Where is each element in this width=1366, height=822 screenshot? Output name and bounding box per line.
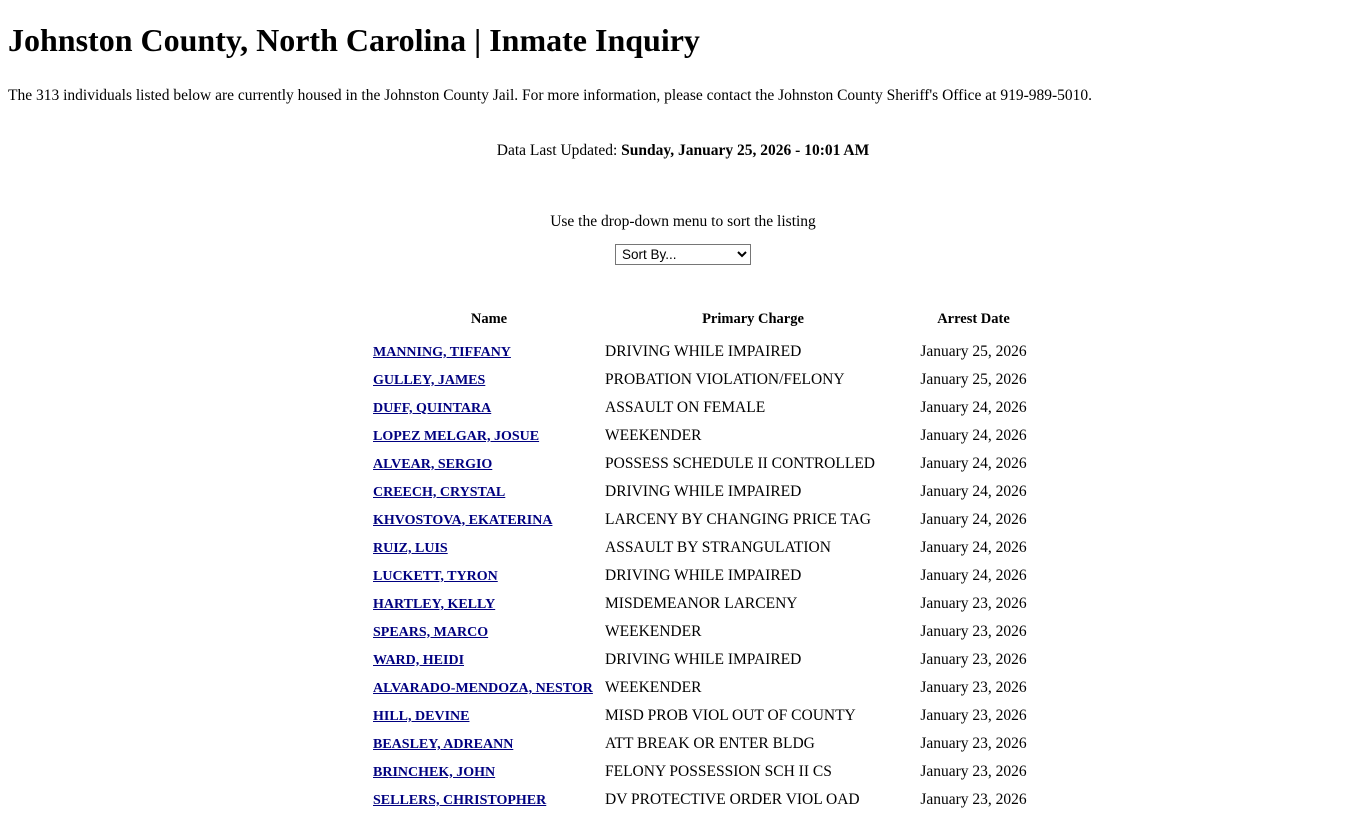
spacer-cell-tail (1046, 646, 1358, 674)
cell-inmate-name (373, 702, 605, 730)
spacer-cell-tail (1046, 422, 1358, 450)
cell-arrest-date: January 24, 2026 (920, 483, 1027, 501)
cell-inmate-name (373, 590, 605, 618)
sort-hint-text: Use the drop-down menu to sort the listing (550, 212, 816, 230)
cell-primary-charge: POSSESS SCHEDULE II CONTROLLED (605, 455, 875, 473)
table-row (8, 618, 1358, 646)
spacer-cell (8, 702, 373, 730)
inmate-name-link[interactable]: LUCKETT, TYRON (373, 568, 498, 584)
spacer-cell (8, 394, 373, 422)
cell-primary-charge: DRIVING WHILE IMPAIRED (605, 483, 802, 501)
spacer-cell (8, 674, 373, 702)
cell-primary-charge: WEEKENDER (605, 427, 702, 445)
inmate-name-link[interactable]: SELLERS, CHRISTOPHER (373, 792, 547, 808)
spacer-cell (8, 306, 373, 338)
cell-arrest-date: January 23, 2026 (920, 791, 1027, 809)
cell-arrest-date: January 24, 2026 (920, 511, 1027, 529)
inmate-name-link[interactable]: HILL, DEVINE (373, 708, 470, 724)
cell-arrest-date: January 24, 2026 (920, 399, 1027, 417)
spacer-cell-tail (1046, 366, 1358, 394)
spacer-cell (8, 338, 373, 366)
inmate-name-link[interactable]: WARD, HEIDI (373, 652, 465, 668)
column-header-date: Arrest Date (937, 310, 1010, 327)
spacer-cell (8, 422, 373, 450)
inmate-name-link[interactable]: ALVARADO-MENDOZA, NESTOR (373, 680, 593, 696)
cell-arrest-date: January 24, 2026 (920, 567, 1027, 585)
spacer-cell-tail (1046, 590, 1358, 618)
inmate-name-link[interactable]: SPEARS, MARCO (373, 624, 489, 640)
spacer-cell (8, 590, 373, 618)
spacer-cell (8, 618, 373, 646)
cell-primary-charge: ASSAULT ON FEMALE (605, 399, 766, 417)
cell-arrest-date: January 23, 2026 (920, 763, 1027, 781)
cell-primary-charge: ATT BREAK OR ENTER BLDG (605, 735, 815, 753)
spacer-cell-tail (1046, 306, 1358, 338)
cell-inmate-name (373, 646, 605, 674)
spacer-cell-tail (1046, 478, 1358, 506)
column-header-name: Name (470, 310, 508, 327)
sort-by-select[interactable] (615, 244, 751, 265)
last-updated-label: Data Last Updated: (496, 142, 622, 160)
cell-inmate-name (373, 562, 605, 590)
cell-arrest-date: January 24, 2026 (920, 539, 1027, 557)
table-row (8, 394, 1358, 422)
sort-select-container (8, 244, 1358, 265)
spacer-cell-tail (1046, 702, 1358, 730)
cell-inmate-name (373, 478, 605, 506)
cell-inmate-name (373, 674, 605, 702)
spacer-cell (8, 786, 373, 814)
cell-arrest-date: January 24, 2026 (920, 427, 1027, 445)
last-updated-line (8, 142, 1358, 161)
cell-primary-charge: ASSAULT BY STRANGULATION (605, 539, 831, 557)
inmate-name-link[interactable]: HARTLEY, KELLY (373, 596, 496, 612)
inmate-name-link[interactable]: RUIZ, LUIS (373, 540, 448, 556)
cell-inmate-name (373, 786, 605, 814)
spacer-cell (8, 506, 373, 534)
inmate-name-link[interactable]: GULLEY, JAMES (373, 372, 486, 388)
cell-arrest-date: January 25, 2026 (920, 371, 1027, 389)
table-row (8, 702, 1358, 730)
intro-paragraph: The 313 individuals listed below are currently housed in the Johnston County Jail. For more information, please contact the Johnston County Sheriff's Office at 919-989-5010. (8, 86, 1093, 104)
table-row (8, 534, 1358, 562)
spacer-cell-tail (1046, 730, 1358, 758)
table-row (8, 562, 1358, 590)
inmate-name-link[interactable]: DUFF, QUINTARA (373, 400, 492, 416)
spacer-cell-tail (1046, 338, 1358, 366)
last-updated-value: Sunday, January 25, 2026 - 10:01 AM (621, 142, 870, 160)
spacer-cell (8, 646, 373, 674)
cell-inmate-name (373, 450, 605, 478)
inmate-name-link[interactable]: BEASLEY, ADREANN (373, 736, 514, 752)
spacer-cell (8, 562, 373, 590)
cell-inmate-name (373, 758, 605, 786)
inmate-name-link[interactable]: MANNING, TIFFANY (373, 344, 511, 360)
inmate-name-link[interactable]: LOPEZ MELGAR, JOSUE (373, 428, 540, 444)
cell-arrest-date: January 23, 2026 (920, 595, 1027, 613)
table-row (8, 422, 1358, 450)
cell-arrest-date: January 25, 2026 (920, 343, 1027, 361)
cell-inmate-name (373, 730, 605, 758)
inmate-table (8, 306, 1358, 814)
inmate-table-body (8, 338, 1358, 814)
spacer-cell (8, 478, 373, 506)
spacer-cell-tail (1046, 534, 1358, 562)
table-row (8, 590, 1358, 618)
spacer-cell-tail (1046, 394, 1358, 422)
cell-arrest-date: January 23, 2026 (920, 623, 1027, 641)
table-row (8, 646, 1358, 674)
cell-primary-charge: WEEKENDER (605, 679, 702, 697)
cell-arrest-date: January 23, 2026 (920, 707, 1027, 725)
cell-primary-charge: MISDEMEANOR LARCENY (605, 595, 798, 613)
cell-primary-charge: FELONY POSSESSION SCH II CS (605, 763, 832, 781)
cell-primary-charge: PROBATION VIOLATION/FELONY (605, 371, 845, 389)
cell-inmate-name (373, 422, 605, 450)
cell-primary-charge: DV PROTECTIVE ORDER VIOL OAD (605, 791, 860, 809)
spacer-cell-tail (1046, 758, 1358, 786)
cell-primary-charge: LARCENY BY CHANGING PRICE TAG (605, 511, 871, 529)
spacer-cell-tail (1046, 506, 1358, 534)
table-row (8, 366, 1358, 394)
cell-primary-charge: DRIVING WHILE IMPAIRED (605, 343, 802, 361)
table-row (8, 478, 1358, 506)
inmate-name-link[interactable]: BRINCHEK, JOHN (373, 764, 496, 780)
table-row (8, 730, 1358, 758)
table-row (8, 338, 1358, 366)
spacer-cell (8, 534, 373, 562)
cell-inmate-name (373, 506, 605, 534)
cell-primary-charge: DRIVING WHILE IMPAIRED (605, 651, 802, 669)
cell-primary-charge: MISD PROB VIOL OUT OF COUNTY (605, 707, 856, 725)
cell-inmate-name (373, 366, 605, 394)
inmate-table-head (8, 306, 1358, 338)
inmate-name-link[interactable]: ALVEAR, SERGIO (373, 456, 493, 472)
table-row (8, 506, 1358, 534)
inmate-name-link[interactable]: KHVOSTOVA, EKATERINA (373, 512, 553, 528)
cell-arrest-date: January 23, 2026 (920, 651, 1027, 669)
spacer-cell-tail (1046, 562, 1358, 590)
page-title: Johnston County, North Carolina | Inmate Inquiry (8, 22, 700, 58)
table-row (8, 786, 1358, 814)
cell-arrest-date: January 23, 2026 (920, 735, 1027, 753)
spacer-cell (8, 730, 373, 758)
spacer-cell (8, 366, 373, 394)
spacer-cell-tail (1046, 786, 1358, 814)
table-row (8, 758, 1358, 786)
cell-inmate-name (373, 394, 605, 422)
spacer-cell-tail (1046, 618, 1358, 646)
cell-arrest-date: January 23, 2026 (920, 679, 1027, 697)
cell-arrest-date: January 24, 2026 (920, 455, 1027, 473)
spacer-cell-tail (1046, 674, 1358, 702)
cell-primary-charge: WEEKENDER (605, 623, 702, 641)
inmate-name-link[interactable]: CREECH, CRYSTAL (373, 484, 506, 500)
column-header-charge: Primary Charge (702, 310, 804, 327)
spacer-cell-tail (1046, 450, 1358, 478)
cell-inmate-name (373, 338, 605, 366)
table-header-row (8, 306, 1358, 338)
cell-inmate-name (373, 618, 605, 646)
spacer-cell (8, 758, 373, 786)
table-row (8, 674, 1358, 702)
cell-inmate-name (373, 534, 605, 562)
spacer-cell (8, 450, 373, 478)
table-row (8, 450, 1358, 478)
cell-primary-charge: DRIVING WHILE IMPAIRED (605, 567, 802, 585)
